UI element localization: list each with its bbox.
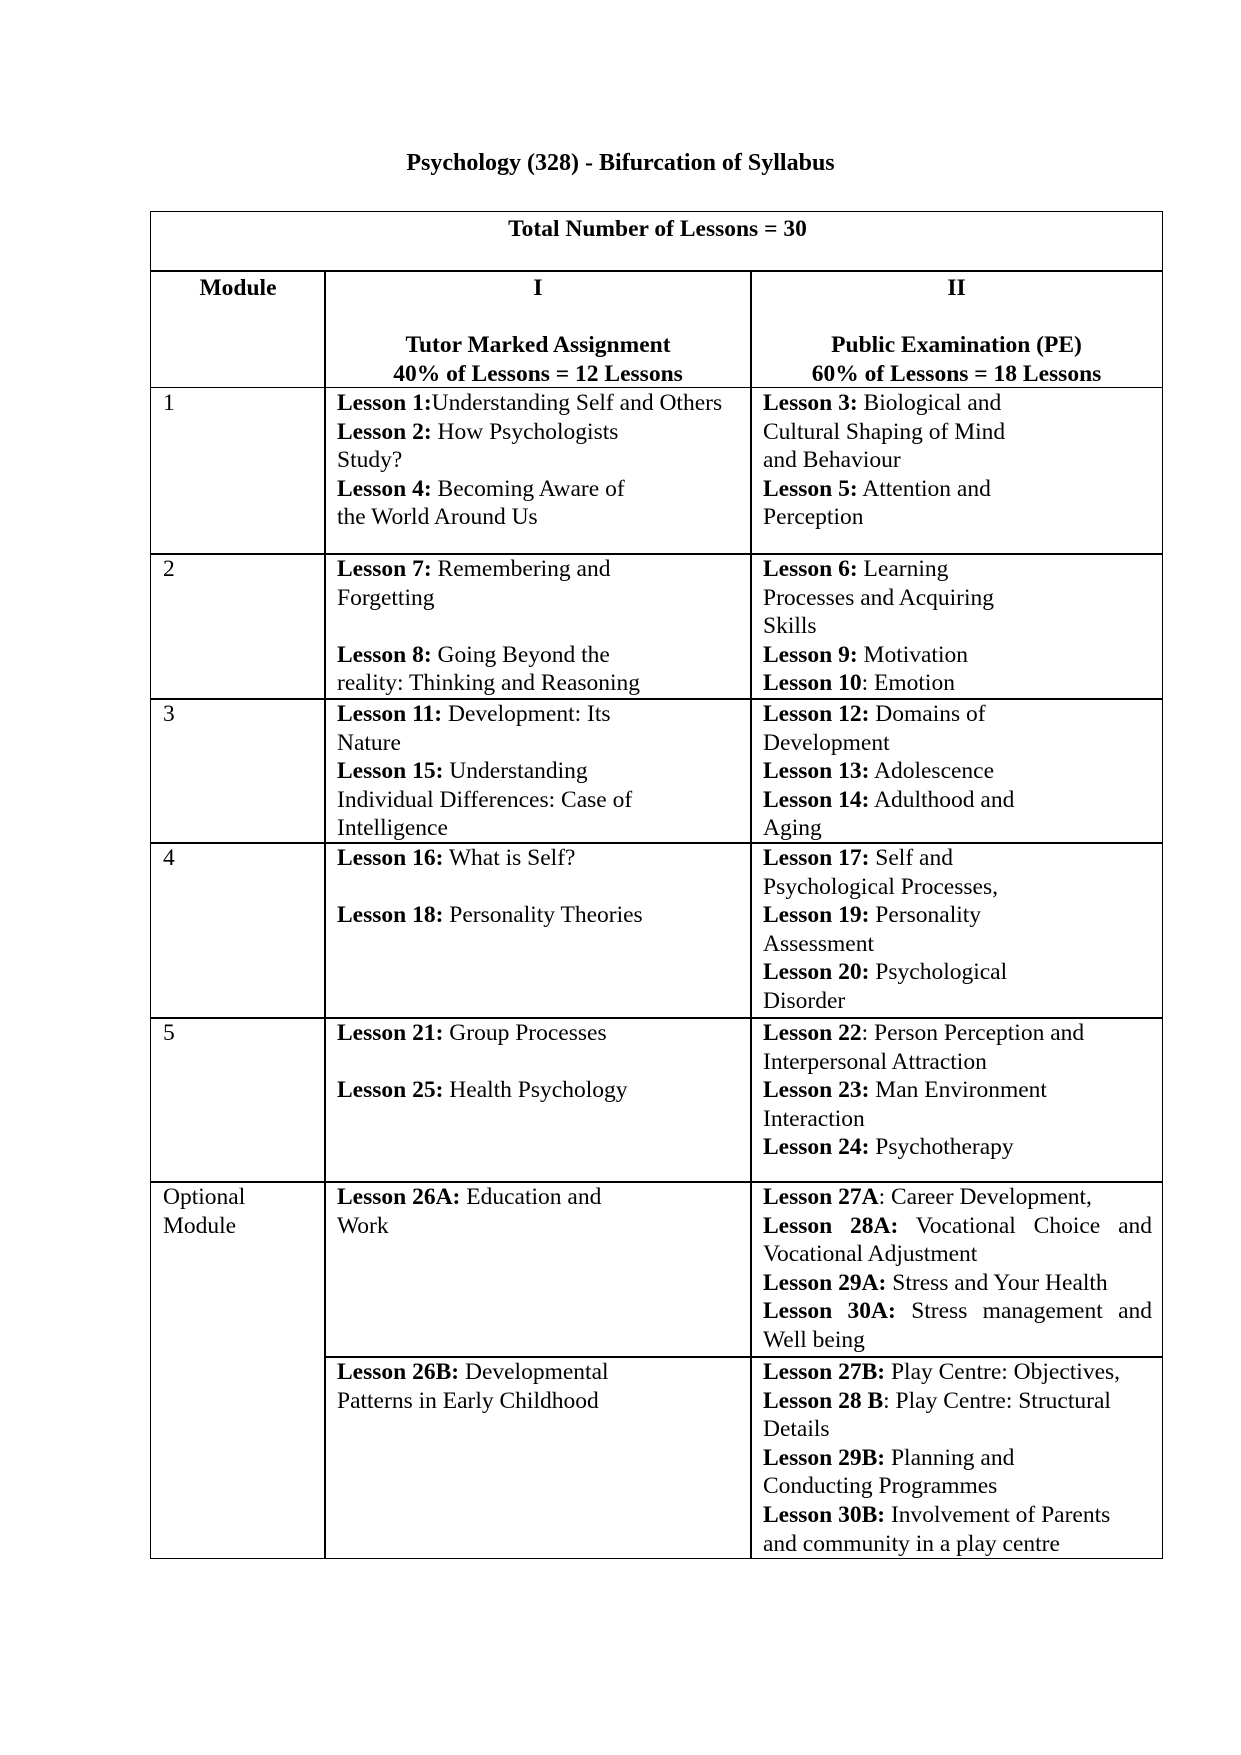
optional-a-pe-cell	[750, 1181, 1163, 1358]
lesson-entry	[763, 1358, 1152, 1387]
lesson-title: Conducting Programmes	[763, 1473, 998, 1500]
lesson-entry-continuation	[337, 612, 741, 641]
lesson-title: Stress and Your Health	[886, 1269, 1108, 1296]
lesson-entry	[763, 1501, 1152, 1530]
lesson-entry	[337, 1019, 741, 1048]
tma-numeral: I	[533, 275, 543, 301]
lesson-title: Development	[763, 729, 890, 756]
optional-b-pe-cell	[750, 1356, 1163, 1559]
lesson-number: Lesson 28 B	[763, 1387, 884, 1414]
lesson-number: Lesson 10	[763, 670, 862, 697]
lesson-title: and community in a play centre	[763, 1530, 1060, 1557]
lesson-title: Perception	[763, 504, 864, 531]
lesson-title: Involvement of Parents	[885, 1501, 1111, 1528]
lesson-entry	[763, 475, 1152, 504]
lesson-number: Lesson 19:	[763, 902, 870, 929]
module-number-cell	[150, 698, 326, 844]
lesson-number: Lesson 3:	[763, 390, 858, 416]
module-number-cell	[150, 387, 326, 555]
lesson-title: Learning	[857, 556, 949, 582]
lesson-entry-continuation	[763, 873, 1152, 902]
optional-module-label-2: Module	[163, 1212, 237, 1239]
lesson-entry-continuation	[763, 1415, 1152, 1444]
lesson-title: Man Environment	[869, 1077, 1047, 1104]
lesson-title: Remembering and	[431, 556, 611, 582]
tma-lessons-cell	[324, 387, 752, 555]
lesson-title: Understanding	[443, 758, 588, 785]
lesson-title: Stress management and Well being	[763, 1298, 1153, 1353]
lesson-number: Lesson 28A:	[763, 1212, 899, 1239]
lesson-title: Psychological	[869, 959, 1008, 986]
lesson-title: Going Beyond the	[431, 641, 610, 668]
spacer	[325, 303, 751, 332]
lesson-entry	[763, 958, 1152, 987]
lesson-title: Domains of	[869, 701, 986, 727]
lesson-title: Assessment	[763, 930, 874, 957]
pe-column-header	[750, 270, 1163, 388]
lesson-number: Lesson 15:	[337, 758, 444, 785]
lesson-number: Lesson 26B:	[337, 1359, 460, 1385]
lesson-title: Skills	[763, 613, 817, 640]
lesson-entry	[763, 1297, 1152, 1354]
module-number: 5	[163, 1020, 175, 1046]
module-number: 1	[163, 390, 175, 416]
lesson-entry	[763, 1444, 1152, 1473]
lesson-title: Cultural Shaping of Mind	[763, 418, 1006, 445]
lesson-entry-continuation	[337, 1212, 741, 1241]
lesson-title: Work	[337, 1212, 389, 1239]
lesson-entry	[763, 1387, 1152, 1416]
pe-label: Public Examination (PE)	[831, 332, 1082, 359]
optional-b-tma-cell	[324, 1356, 752, 1559]
lesson-entry-continuation	[763, 1530, 1152, 1559]
lesson-entry-continuation	[337, 1387, 741, 1416]
lesson-entry	[763, 1019, 1152, 1048]
lesson-title: What is Self?	[443, 845, 576, 871]
lesson-entry-continuation	[337, 873, 741, 902]
tma-share: 40% of Lessons = 12 Lessons	[393, 360, 683, 387]
lesson-number: Lesson 24:	[763, 1134, 870, 1161]
lesson-title: Forgetting	[337, 584, 435, 611]
page-title: Psychology (328) - Bifurcation of Syllabus	[406, 150, 835, 176]
lesson-number: Lesson 29B:	[763, 1444, 886, 1471]
lesson-number: Lesson 22	[763, 1020, 862, 1046]
lesson-entry	[763, 641, 1152, 670]
lesson-entry-continuation	[763, 446, 1152, 475]
lesson-entry	[337, 700, 741, 729]
module-column-header	[150, 270, 326, 388]
lesson-number: Lesson 21:	[337, 1020, 444, 1046]
pe-lessons-cell	[750, 842, 1163, 1019]
module-number-cell	[150, 1017, 326, 1183]
optional-a-tma-cell	[324, 1181, 752, 1358]
lesson-entry	[337, 475, 741, 504]
lesson-entry	[763, 844, 1152, 873]
lesson-number: Lesson 4:	[337, 475, 432, 502]
lesson-number: Lesson 6:	[763, 556, 858, 582]
lesson-entry-continuation	[337, 446, 741, 475]
lesson-title: Self and	[869, 845, 953, 871]
lesson-title: Personality	[869, 902, 982, 929]
lesson-entry	[763, 1183, 1152, 1212]
lesson-title: Adulthood and	[869, 786, 1015, 813]
lesson-number: Lesson 23:	[763, 1077, 870, 1104]
lesson-entry-continuation	[337, 584, 741, 613]
lesson-number: Lesson 30A:	[763, 1298, 896, 1325]
total-lessons-text: Total Number of Lessons = 30	[508, 216, 807, 242]
lesson-entry	[763, 1212, 1152, 1269]
lesson-entry	[763, 1076, 1152, 1105]
lesson-entry	[763, 1133, 1152, 1162]
lesson-entry-continuation	[763, 503, 1152, 532]
lesson-entry-continuation	[763, 729, 1152, 758]
module-number-cell	[150, 553, 326, 700]
lesson-entry	[337, 555, 741, 584]
lesson-number: Lesson 16:	[337, 845, 444, 871]
pe-numeral: II	[947, 275, 966, 301]
lesson-number: Lesson 8:	[337, 641, 432, 668]
module-header-label: Module	[199, 275, 277, 301]
lesson-title: Play Centre: Objectives,	[885, 1359, 1121, 1385]
lesson-number: Lesson 1:	[337, 390, 432, 416]
lesson-number: Lesson 12:	[763, 701, 870, 727]
lesson-number: Lesson 7:	[337, 556, 432, 582]
lesson-title: Health Psychology	[443, 1077, 628, 1104]
lesson-number: Lesson 20:	[763, 959, 870, 986]
lesson-title: Attention and	[857, 475, 991, 502]
tma-lessons-cell	[324, 842, 752, 1019]
lesson-entry-continuation	[763, 987, 1152, 1016]
lesson-title: reality: Thinking and Reasoning	[337, 670, 641, 697]
lesson-title: Psychotherapy	[869, 1134, 1014, 1161]
lesson-entry	[763, 757, 1152, 786]
tma-label: Tutor Marked Assignment	[405, 332, 671, 359]
lesson-title: Motivation	[857, 641, 968, 668]
lesson-title: Details	[763, 1416, 830, 1443]
lesson-entry	[337, 757, 741, 786]
lesson-title: Intelligence	[337, 815, 448, 842]
lesson-title: : Emotion	[861, 670, 955, 697]
lesson-number: Lesson 27B:	[763, 1359, 886, 1385]
lesson-number: Lesson 11:	[337, 701, 443, 727]
lesson-title: Interpersonal Attraction	[763, 1048, 987, 1075]
pe-lessons-cell	[750, 387, 1163, 555]
lesson-title: Development: Its	[442, 701, 611, 727]
tma-column-header	[324, 270, 752, 388]
lesson-entry	[763, 669, 1152, 698]
lesson-number: Lesson 9:	[763, 641, 858, 668]
spacer	[751, 303, 1162, 332]
lesson-entry	[337, 641, 741, 670]
optional-module-label-1: Optional	[163, 1184, 246, 1210]
total-lessons-header	[150, 211, 1163, 272]
lesson-entry	[337, 1076, 741, 1105]
optional-module-cell	[150, 1181, 326, 1559]
lesson-entry	[763, 555, 1152, 584]
lesson-entry-continuation	[337, 786, 741, 815]
lesson-entry-continuation	[337, 729, 741, 758]
lesson-title: Becoming Aware of	[431, 475, 625, 502]
lesson-entry	[337, 1358, 741, 1387]
lesson-number: Lesson 29A:	[763, 1269, 887, 1296]
pe-lessons-cell	[750, 698, 1163, 844]
lesson-entry-continuation	[337, 1048, 741, 1077]
lesson-entry-continuation	[763, 930, 1152, 959]
lesson-number: Lesson 13:	[763, 758, 870, 785]
lesson-number: Lesson 17:	[763, 845, 870, 871]
lesson-entry	[763, 700, 1152, 729]
lesson-number: Lesson 18:	[337, 902, 444, 929]
lesson-title: and Behaviour	[763, 447, 901, 474]
lesson-entry-continuation	[763, 418, 1152, 447]
lesson-entry	[763, 389, 1152, 418]
lesson-entry	[763, 901, 1152, 930]
lesson-title: Adolescence	[869, 758, 995, 785]
lesson-title: Processes and Acquiring	[763, 584, 995, 611]
lesson-number: Lesson 14:	[763, 786, 870, 813]
pe-share: 60% of Lessons = 18 Lessons	[811, 360, 1102, 387]
lesson-entry-continuation	[763, 1105, 1152, 1134]
lesson-entry	[763, 786, 1152, 815]
lesson-entry-continuation	[763, 1048, 1152, 1077]
lesson-number: Lesson 2:	[337, 418, 432, 445]
lesson-title: Group Processes	[443, 1020, 607, 1046]
module-number: 4	[163, 845, 175, 871]
lesson-entry-continuation	[337, 503, 741, 532]
lesson-entry	[337, 418, 741, 447]
module-number: 3	[163, 701, 175, 727]
lesson-title: Psychological Processes,	[763, 873, 998, 900]
lesson-entry	[337, 901, 741, 930]
lesson-entry	[763, 1269, 1152, 1298]
lesson-title: Aging	[763, 815, 822, 842]
lesson-title: Patterns in Early Childhood	[337, 1387, 599, 1414]
lesson-title: Interaction	[763, 1105, 865, 1132]
tma-lessons-cell	[324, 698, 752, 844]
lesson-title: the World Around Us	[337, 504, 538, 531]
lesson-title: Disorder	[763, 987, 846, 1014]
lesson-entry-continuation	[763, 814, 1152, 843]
lesson-number: Lesson 26A:	[337, 1184, 461, 1210]
lesson-title: : Person Perception and	[861, 1020, 1085, 1046]
pe-lessons-cell	[750, 1017, 1163, 1183]
lesson-title: Developmental	[459, 1359, 609, 1385]
lesson-entry-continuation	[763, 1472, 1152, 1501]
lesson-number: Lesson 27A	[763, 1184, 879, 1210]
lesson-title: Planning and	[885, 1444, 1015, 1471]
lesson-entry-continuation	[763, 612, 1152, 641]
lesson-title: Understanding Self and Others	[431, 390, 723, 416]
lesson-title: Education and	[460, 1184, 602, 1210]
tma-lessons-cell	[324, 1017, 752, 1183]
lesson-title: How Psychologists	[431, 418, 619, 445]
lesson-number: Lesson 30B:	[763, 1501, 886, 1528]
lesson-entry-continuation	[763, 584, 1152, 613]
lesson-number: Lesson 25:	[337, 1077, 444, 1104]
lesson-number: Lesson 5:	[763, 475, 858, 502]
lesson-entry-continuation	[337, 814, 741, 843]
lesson-title: Biological and	[857, 390, 1002, 416]
module-number: 2	[163, 556, 175, 582]
module-number-cell	[150, 842, 326, 1019]
lesson-entry	[337, 389, 741, 418]
lesson-title: : Career Development,	[878, 1184, 1092, 1210]
pe-lessons-cell	[750, 553, 1163, 700]
lesson-title: Vocational Choice and Vocational Adjustment	[763, 1212, 1153, 1268]
lesson-title: Study?	[337, 447, 403, 474]
lesson-title: Personality Theories	[443, 902, 643, 929]
lesson-title: Individual Differences: Case of	[337, 786, 633, 813]
lesson-entry	[337, 1183, 741, 1212]
lesson-title: : Play Centre: Structural	[883, 1387, 1111, 1414]
lesson-title: Nature	[337, 729, 401, 756]
lesson-entry	[337, 844, 741, 873]
lesson-entry-continuation	[337, 669, 741, 698]
tma-lessons-cell	[324, 553, 752, 700]
